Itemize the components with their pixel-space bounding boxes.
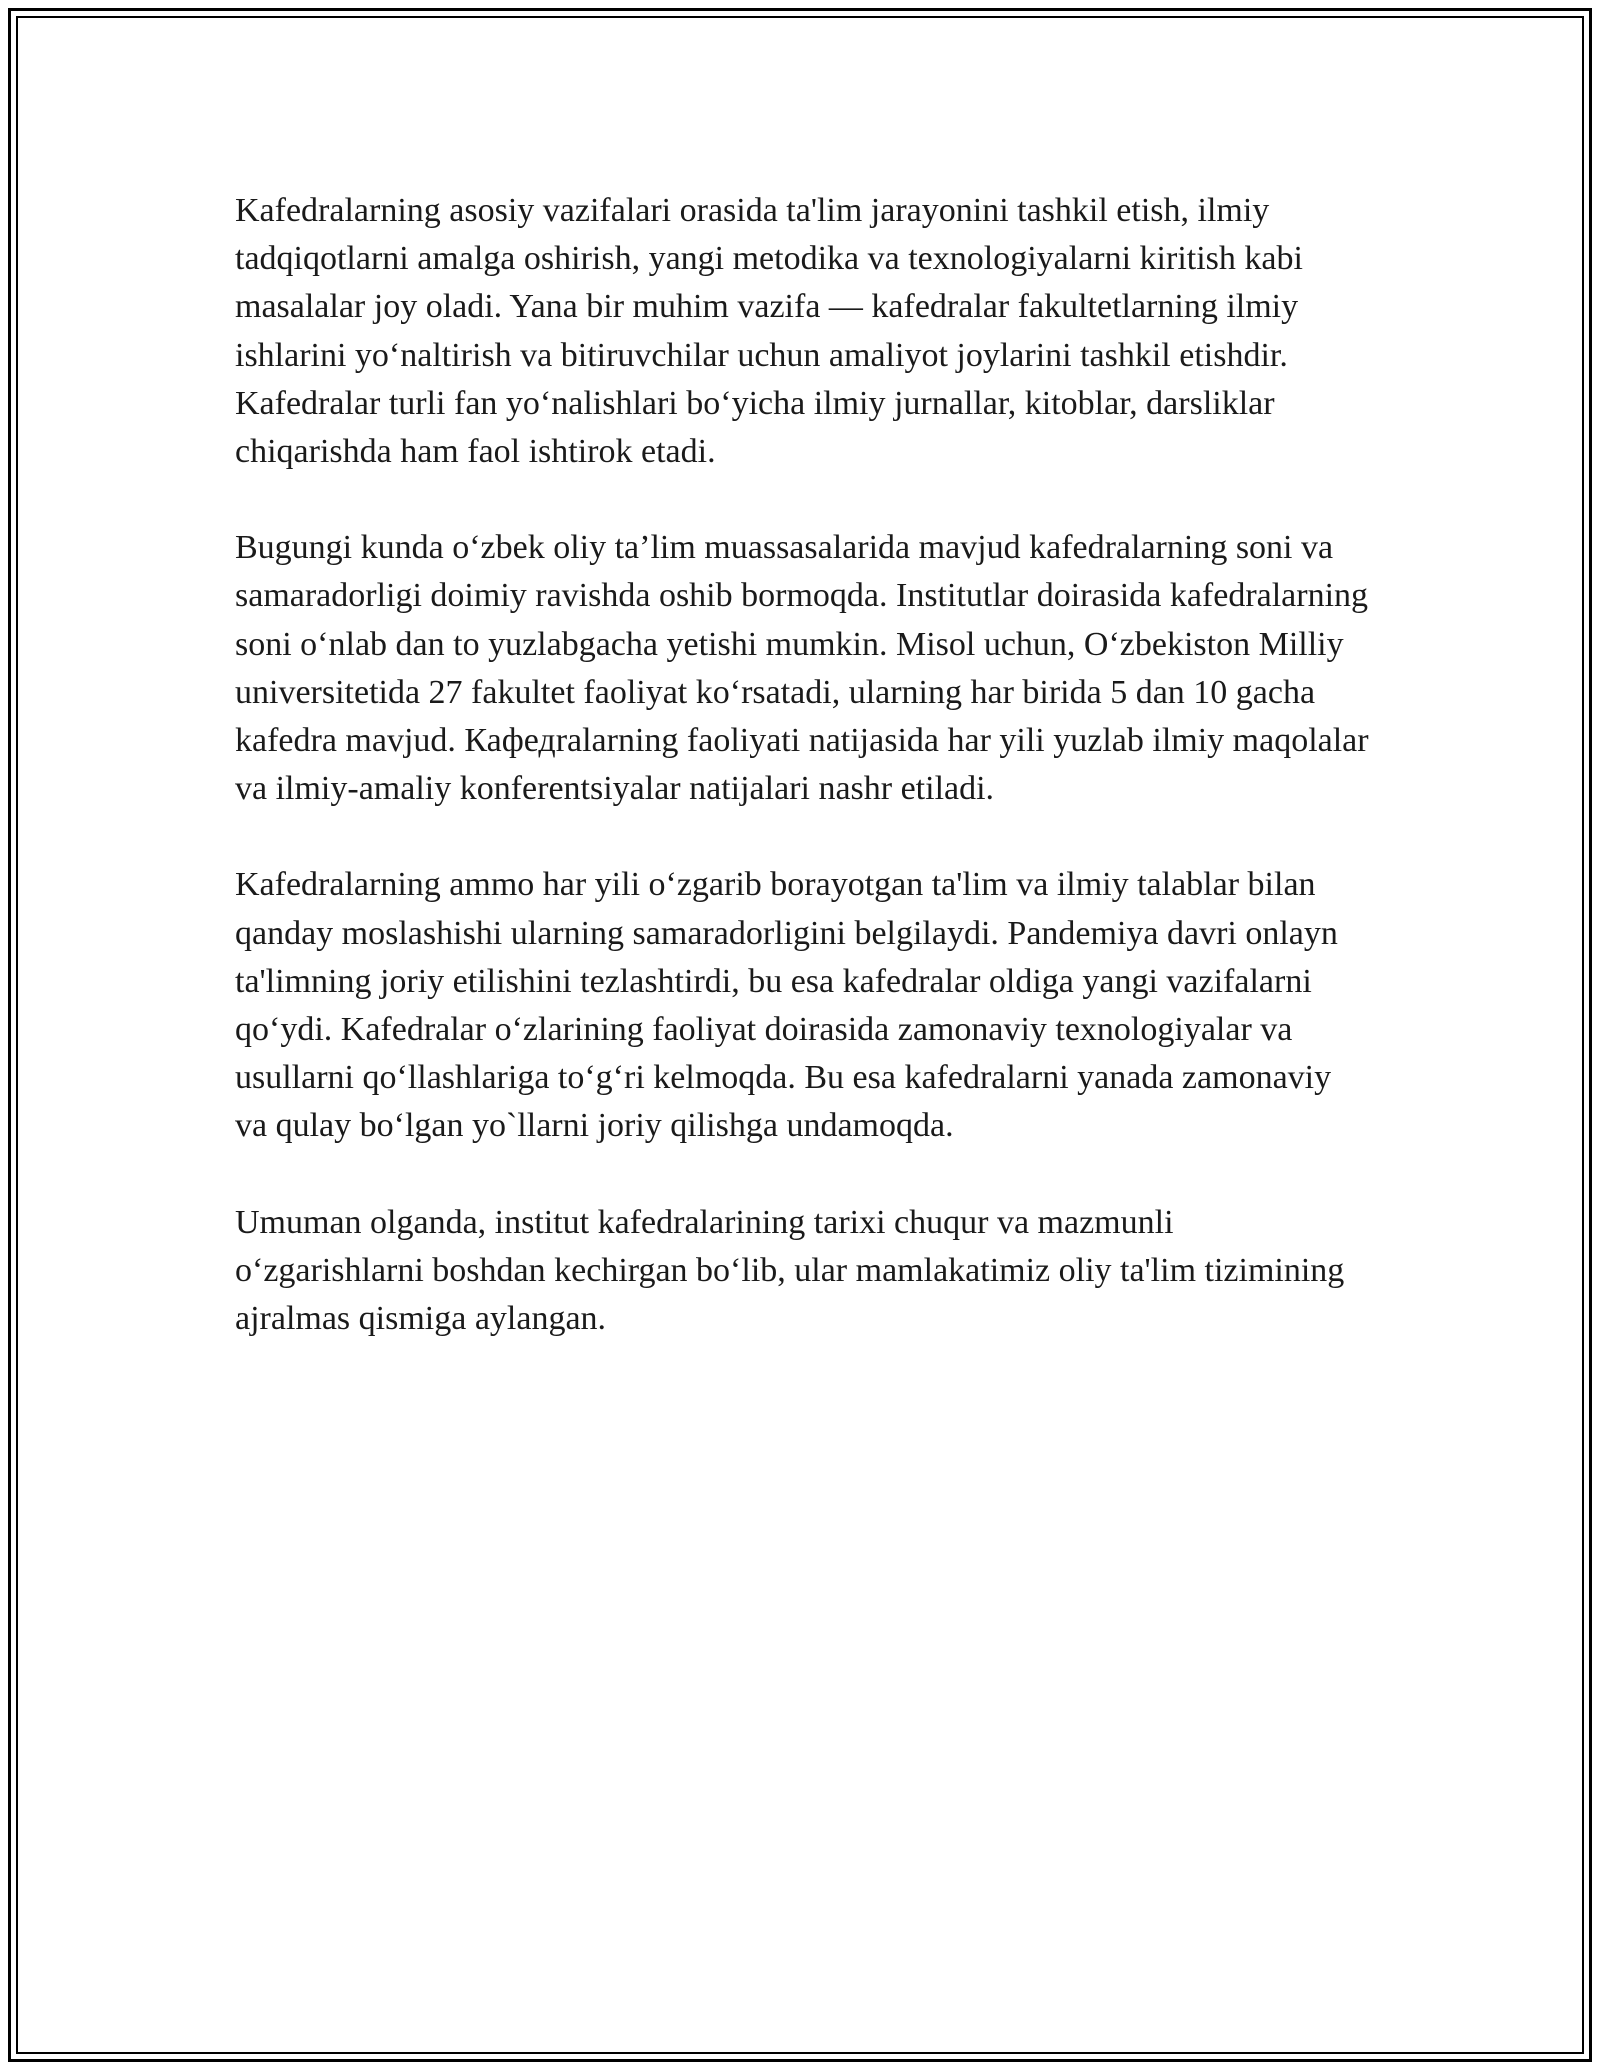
paragraph-3: Kafedralarning ammo har yili oʻzgarib borayotgan ta'lim va ilmiy talablar bilan qanday moslashishi ularning samaradorligini belgilaydi. Pandemiya davri onlayn ta'limning joriy etilishini tezlashtirdi, bu esa kafedralar oldiga yangi vazifalarni qoʻydi. Kafedralar oʻzlarining faoliyat doirasida zamonaviy texnologiyalar va usullarni qoʻllashlariga toʻgʻri kelmoqda. Bu esa kafedralarni yanada zamonaviy va qulay boʻlgan yo`llarni joriy qilishga undamoqda.: [235, 866, 1338, 1145]
paragraph-1: Kafedralarning asosiy vazifalari orasida ta'lim jarayonini tashkil etish, ilmiy tadqiqotlarni amalga oshirish, yangi metodika va texnologiyalarni kiritish kabi masalalar joy oladi. Yana bir muhim vazifa — kafedralar fakultetlarning ilmiy ishlarini yoʻnaltirish va bitiruvchilar uchun amaliyot joylarini tashkil etishdir. Kafedralar turli fan yoʻnalishlari boʻyicha ilmiy jurnallar, kitoblar, darsliklar chiqarishda ham faol ishtirok etadi.: [235, 192, 1303, 471]
document-body: [235, 187, 1370, 1391]
paragraph-2: Bugungi kunda oʻzbek oliy ta’lim muassasalarida mavjud kafedralarning soni va samaradorligi doimiy ravishda oshib bormoqda. Institutlar doirasida kafedralarning soni oʻnlab dan to yuzlabgacha yetishi mumkin. Misol uchun, Oʻzbekiston Milliy universitetida 27 fakultet faoliyat koʻrsatadi, ularning har birida 5 dan 10 gacha kafedra mavjud. Кафедralarning faoliyati natijasida har yili yuzlab ilmiy maqolalar va ilmiy-amaliy konferentsiyalar natijalari nashr etiladi.: [235, 529, 1369, 808]
paragraph-4: Umuman olganda, institut kafedralarining tarixi chuqur va mazmunli oʻzgarishlarni boshdan kechirgan boʻlib, ular mamlakatimiz oliy ta'lim tizimining ajralmas qismiga aylangan.: [235, 1203, 1345, 1338]
